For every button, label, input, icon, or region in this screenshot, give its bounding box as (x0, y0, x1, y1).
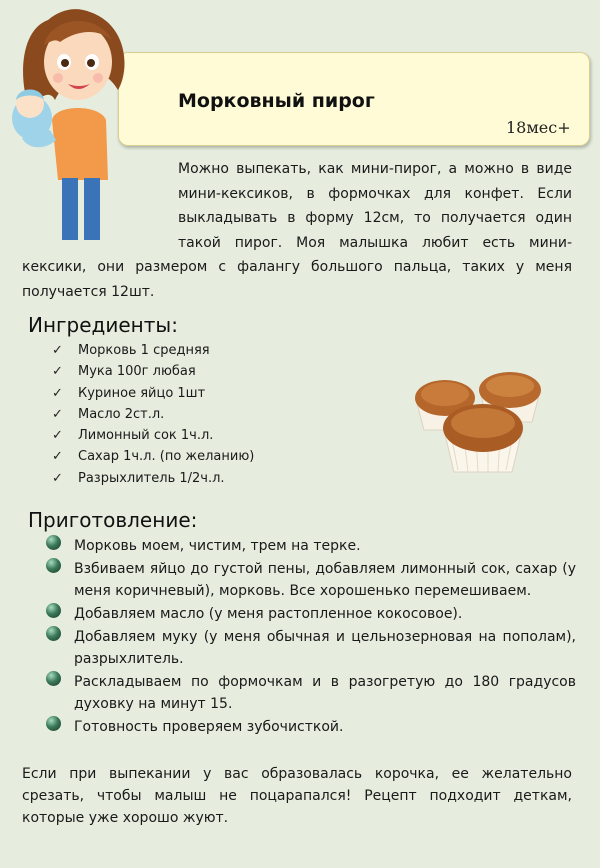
intro-indent-spacer (22, 157, 178, 255)
checkmark-icon: ✓ (52, 428, 63, 444)
ingredients-heading: Ингредиенты: (28, 313, 178, 337)
muffins-photo (408, 368, 553, 480)
list-item: ✓ Куриное яйцо 1шт (52, 383, 254, 404)
bullet-icon (46, 558, 61, 573)
intro-text: Можно выпекать, как мини-пирог, а можно в виде мини-кексиков, в формочках для конфет. Если выкладывать в форму 12см, то получается один такой пирог. Моя малышка любит есть мини-кексики, они размером с фалангу большого пальца, таких у меня получается 12шт. (22, 161, 572, 300)
bullet-icon (46, 603, 61, 618)
checkmark-icon: ✓ (52, 406, 63, 422)
checkmark-icon: ✓ (52, 449, 63, 465)
bullet-icon (46, 626, 61, 641)
list-item: ✓ Сахар 1ч.л. (по желанию) (52, 446, 254, 467)
list-item: ✓ Мука 100г любая (52, 361, 254, 382)
list-item: Добавляем муку (у меня обычная и цельнозерновая на пополам), разрыхлитель. (46, 626, 576, 670)
preparation-heading: Приготовление: (28, 508, 198, 532)
checkmark-icon: ✓ (52, 470, 63, 486)
intro-paragraph (22, 157, 572, 304)
preparation-steps (46, 535, 576, 739)
recipe-title: Морковный пирог (178, 90, 375, 112)
checkmark-icon: ✓ (52, 364, 63, 380)
list-item: Добавляем масло (у меня растопленное кокосовое). (46, 603, 576, 625)
outro-paragraph: Если при выпекании у вас образовалась корочка, ее желательно срезать, чтобы малыш не поцарапался! Рецепт подходит деткам, которые уже хорошо жуют. (22, 766, 572, 826)
list-item: ✓ Разрыхлитель 1/2ч.л. (52, 468, 254, 489)
checkmark-icon: ✓ (52, 343, 63, 358)
list-item: ✓ Масло 2ст.л. (52, 404, 254, 425)
list-item: Раскладываем по формочкам и в разогретую до 180 градусов духовку на минут 15. (46, 671, 576, 715)
list-item: ✓ Морковь 1 средняя (52, 340, 254, 361)
ingredients-list (52, 340, 254, 489)
list-item: Взбиваем яйцо до густой пены, добавляем лимонный сок, сахар (у меня коричневый), морковь. Все хорошенько перемешиваем. (46, 558, 576, 602)
bullet-icon (46, 671, 61, 686)
age-label: 18мес+ (506, 118, 571, 137)
list-item: ✓ Лимонный сок 1ч.л. (52, 425, 254, 446)
bullet-icon (46, 716, 61, 731)
bullet-icon (46, 535, 61, 550)
list-item: Морковь моем, чистим, трем на терке. (46, 535, 576, 557)
checkmark-icon: ✓ (52, 385, 63, 401)
list-item: Готовность проверяем зубочисткой. (46, 716, 576, 738)
